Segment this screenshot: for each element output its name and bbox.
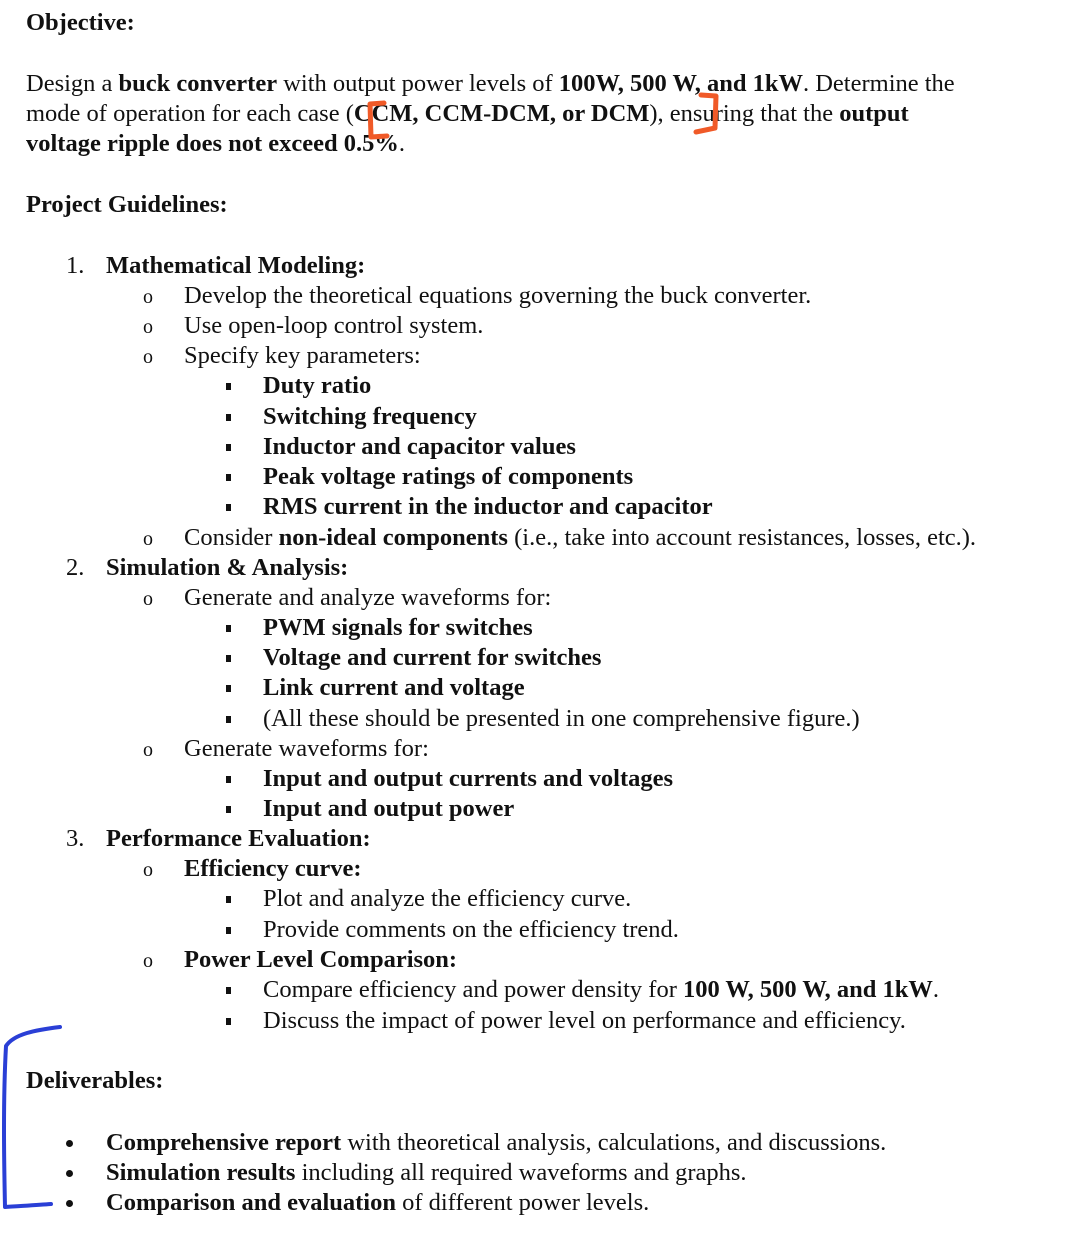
sub-list-item: Peak voltage ratings of components: [263, 463, 634, 490]
bold-text-run: CCM, CCM-DCM, or DCM: [353, 100, 650, 127]
square-bullet-icon: [226, 625, 231, 632]
text-run: .: [398, 130, 406, 157]
objective-heading: Objective:: [26, 9, 135, 36]
list-item: Generate waveforms for:: [184, 735, 429, 762]
sub-list-item: Provide comments on the efficiency trend.: [263, 916, 679, 943]
sub-list-item: [263, 975, 939, 1005]
square-bullet-icon: [226, 927, 231, 934]
section-1-number: 1.: [66, 252, 85, 279]
list-item: Specify key parameters:: [184, 342, 421, 369]
sub-list-item: PWM signals for switches: [263, 614, 533, 641]
text-run: mode of operation for each case (: [26, 100, 354, 127]
dot-bullet-icon: [66, 1170, 73, 1177]
sub-list-item: RMS current in the inductor and capacitor: [263, 493, 713, 520]
text-run: Design a: [26, 70, 119, 97]
circle-bullet-icon: o: [143, 739, 153, 761]
text-run: with output power levels of: [277, 70, 559, 97]
list-item: Generate and analyze waveforms for:: [184, 584, 552, 611]
bold-text-run: Comprehensive report: [106, 1129, 342, 1156]
bold-text-run: non-ideal components: [278, 524, 508, 551]
list-item: Power Level Comparison:: [184, 946, 458, 973]
list-item: Use open-loop control system.: [184, 312, 484, 339]
sub-list-item: Link current and voltage: [263, 674, 525, 701]
sub-list-item: Plot and analyze the efficiency curve.: [263, 885, 632, 912]
section-2-number: 2.: [66, 554, 85, 581]
deliverable-item: [106, 1128, 886, 1158]
guidelines-heading: Project Guidelines:: [26, 191, 228, 218]
section-3-title: Performance Evaluation:: [106, 825, 371, 852]
text-run: . Determine the: [802, 70, 955, 97]
deliverables-heading: Deliverables:: [26, 1067, 164, 1094]
text-run: of different power levels.: [395, 1189, 650, 1216]
dot-bullet-icon: [66, 1200, 73, 1207]
text-run: Consider: [184, 524, 279, 551]
sub-list-item: Voltage and current for switches: [263, 644, 602, 671]
bold-text-run: voltage ripple does not exceed 0.5%: [26, 130, 399, 157]
deliverable-item: [106, 1158, 747, 1188]
bold-text-run: 100 W, 500 W, and 1kW: [682, 976, 933, 1003]
list-item: Develop the theoretical equations governing the buck converter.: [184, 282, 812, 309]
sub-list-item: Input and output currents and voltages: [263, 765, 674, 792]
square-bullet-icon: [226, 987, 231, 994]
square-bullet-icon: [226, 896, 231, 903]
objective-line-1: [26, 69, 955, 99]
objective-line-2: [26, 99, 909, 129]
list-item: Efficiency curve:: [184, 855, 362, 882]
bold-text-run: buck converter: [118, 70, 278, 97]
sub-list-item: Inductor and capacitor values: [263, 433, 576, 460]
text-run: including all required waveforms and graphs.: [295, 1159, 747, 1186]
text-run: (i.e., take into account resistances, losses, etc.).: [507, 524, 977, 551]
bold-text-run: 100W, 500 W, and 1kW: [558, 70, 803, 97]
sub-list-item: (All these should be presented in one comprehensive figure.): [263, 705, 860, 732]
sub-list-item: Duty ratio: [263, 372, 372, 399]
circle-bullet-icon: o: [143, 859, 153, 881]
bold-text-run: output: [839, 100, 909, 127]
square-bullet-icon: [226, 383, 231, 390]
square-bullet-icon: [226, 444, 231, 451]
text-run: with theoretical analysis, calculations, and discussions.: [341, 1129, 887, 1156]
square-bullet-icon: [226, 414, 231, 421]
square-bullet-icon: [226, 806, 231, 813]
section-1-title: Mathematical Modeling:: [106, 252, 366, 279]
dot-bullet-icon: [66, 1140, 73, 1147]
text-run: Compare efficiency and power density for: [263, 976, 683, 1003]
square-bullet-icon: [226, 685, 231, 692]
sub-list-item: Input and output power: [263, 795, 515, 822]
text-run: ), ensuring that the: [649, 100, 840, 127]
circle-bullet-icon: o: [143, 286, 153, 308]
bold-text-run: Comparison and evaluation: [106, 1189, 396, 1216]
objective-line-3: [26, 129, 405, 159]
section-2-title: Simulation & Analysis:: [106, 554, 349, 581]
square-bullet-icon: [226, 655, 231, 662]
circle-bullet-icon: o: [143, 316, 153, 338]
square-bullet-icon: [226, 474, 231, 481]
circle-bullet-icon: o: [143, 528, 153, 550]
section-3-number: 3.: [66, 825, 85, 852]
square-bullet-icon: [226, 716, 231, 723]
square-bullet-icon: [226, 776, 231, 783]
circle-bullet-icon: o: [143, 588, 153, 610]
square-bullet-icon: [226, 1018, 231, 1025]
blue-bracket-annotation: [4, 1027, 60, 1207]
deliverable-item: [106, 1188, 649, 1218]
text-run: .: [932, 976, 939, 1003]
bold-text-run: Simulation results: [106, 1159, 296, 1186]
sub-list-item: Switching frequency: [263, 403, 477, 430]
circle-bullet-icon: o: [143, 950, 153, 972]
circle-bullet-icon: o: [143, 346, 153, 368]
square-bullet-icon: [226, 504, 231, 511]
sub-list-item: Discuss the impact of power level on performance and efficiency.: [263, 1007, 906, 1034]
list-item: [184, 523, 976, 553]
